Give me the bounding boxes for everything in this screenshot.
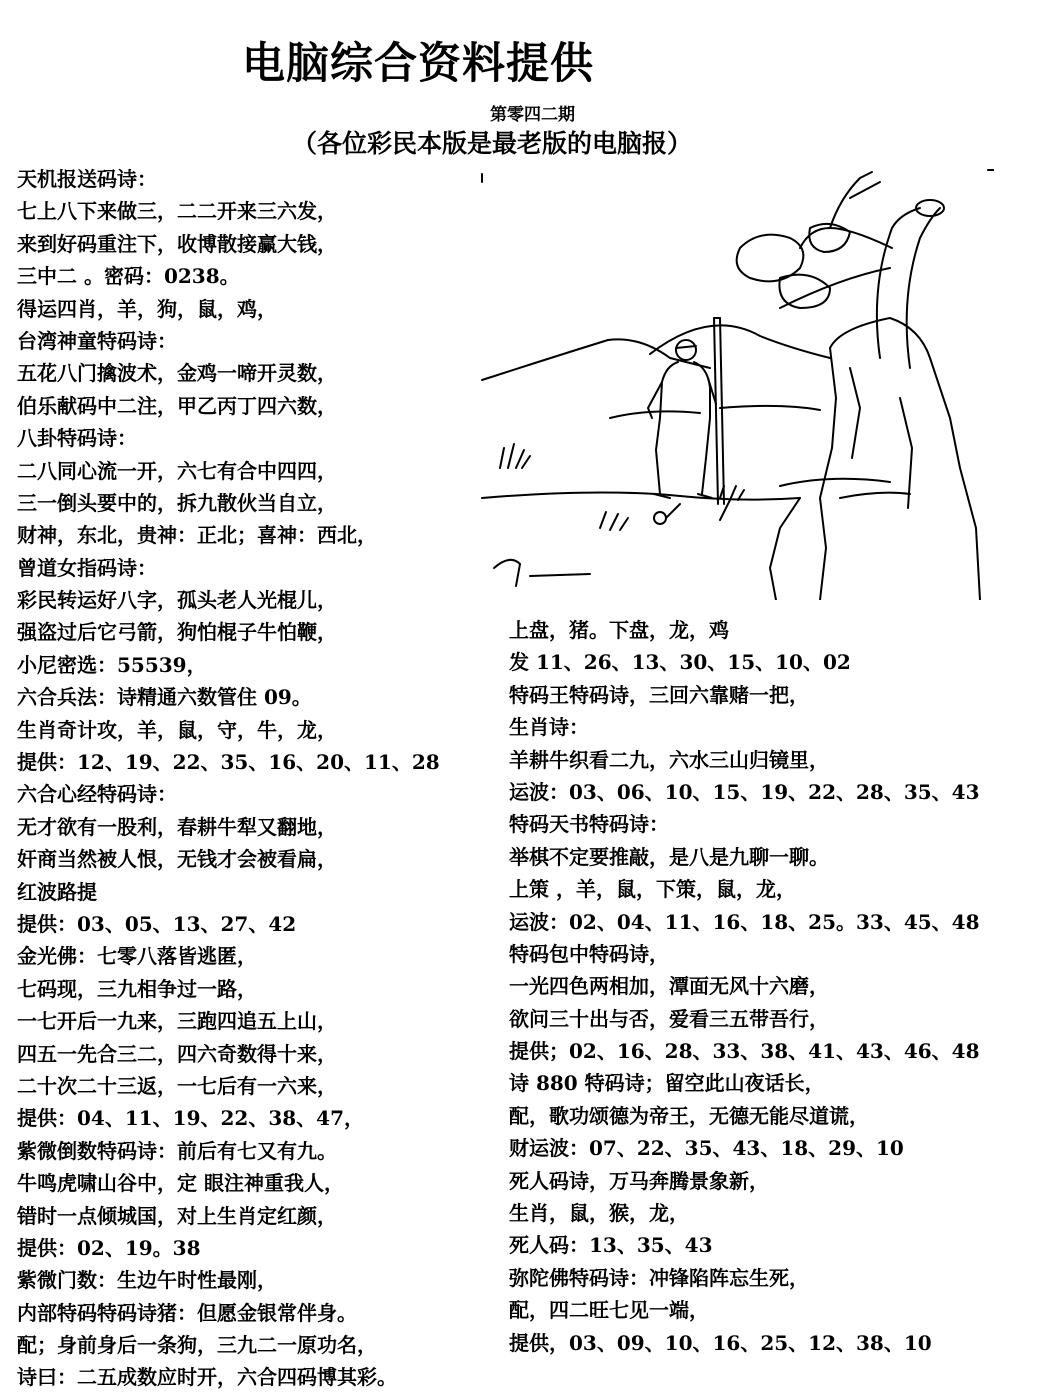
left-column-line: 四五一先合三二，四六奇数得十来， (17, 1041, 337, 1066)
left-column-line: 紫微倒数特码诗：前后有七又有九。 (17, 1138, 337, 1163)
left-column-line: 三中二 。密码：0238。 (17, 264, 240, 289)
left-column-line: 提供：04、11、19、22、38、47， (17, 1106, 364, 1131)
left-column-line: 七码现，三九相争过一路， (17, 976, 257, 1001)
left-column-line: 三一倒头要中的，拆九散伙当自立， (17, 490, 337, 515)
left-column-line: 红波路提 (17, 879, 97, 904)
right-column-line: 特码天书特码诗： (509, 812, 669, 837)
right-column-line: 提供；02、16、28、33、38、41、43、46、48 (509, 1039, 980, 1064)
left-column-line: 彩民转运好八字，孤头老人光棍儿， (17, 588, 337, 613)
right-column-line: 特码王特码诗，三回六靠赌一把， (509, 682, 809, 707)
left-column-line: 伯乐献码中二注，甲乙丙丁四六数， (17, 393, 337, 418)
right-column-line: 特码包中特码诗， (509, 941, 669, 966)
left-column-line: 二八同心流一开，六七有合中四四， (17, 458, 337, 483)
left-column-line: 二十次二十三返，一七后有一六来， (17, 1073, 337, 1098)
right-column-line: 诗 880 特码诗；留空此山夜话长， (509, 1071, 825, 1096)
left-column-line: 金光佛：七零八落皆逃匿， (17, 944, 257, 969)
right-column-line: 提供，03、09、10、16、25、12、38、10 (509, 1330, 932, 1355)
left-column-line: 六合兵法：诗精通六数管住 09。 (17, 685, 312, 710)
left-column-line: 六合心经特码诗： (17, 782, 177, 807)
right-column-line: 发 11、26、13、30、15、10、02 (509, 650, 851, 675)
left-column-line: 天机报送码诗： (17, 167, 157, 191)
left-column-line: 台湾神童特码诗： (17, 328, 177, 353)
left-column-line: 无才欲有一股利，春耕牛犁又翻地， (17, 814, 337, 839)
right-column-line: 一光四色两相加，潭面无风十六磨， (509, 974, 829, 999)
right-column-line: 羊耕牛织看二九，六水三山归镜里， (509, 747, 829, 772)
right-column-line: 生肖诗： (509, 715, 589, 740)
right-column-line: 运波：03、06、10、15、19、22、28、35、43 (509, 779, 980, 804)
left-column-line: 强盗过后它弓箭，狗怕棍子牛怕鞭， (17, 620, 337, 645)
right-column-line: 生肖，鼠，猴，龙， (509, 1201, 689, 1226)
right-column-line: 弥陀佛特码诗：冲锋陷阵忘生死， (509, 1265, 809, 1290)
left-column-line: 七上八下来做三，二二开来三六发， (17, 199, 337, 224)
right-column-line: 举棋不定要推敲，是八是九聊一聊。 (509, 844, 829, 869)
issue-number: 第零四二期 (490, 105, 575, 125)
left-column-line: 财神，东北，贵神：正北；喜神：西北， (17, 523, 377, 548)
left-column-line: 生肖奇计攻，羊，鼠，守，牛，龙， (17, 717, 337, 742)
left-column-line: 五花八门擒波术，金鸡一啼开灵数， (17, 361, 337, 386)
left-column-line: 一七开后一九来，三跑四追五上山， (17, 1009, 337, 1034)
left-column-line: 内部特码特码诗猪：但愿金银常伴身。 (17, 1300, 357, 1325)
left-column-line: 提供：03、05、13、27、42 (17, 911, 297, 936)
left-column-line: 提供：12、19、22、35、16、20、11、28 (17, 750, 440, 775)
man-on-cliff-with-pine-icon (480, 168, 994, 600)
right-column-line: 上盘，猪。下盘，龙，鸡 (509, 618, 729, 642)
left-column-line: 八卦特码诗： (17, 426, 137, 451)
right-column-line: 上策 ，羊，鼠，下策，鼠，龙， (509, 877, 796, 902)
right-column-line: 欲问三十出与否，爱看三五带吾行， (509, 1006, 829, 1031)
left-column-line: 奸商当然被人恨，无钱才会被看扁， (17, 847, 337, 872)
left-column-line: 来到好码重注下，收博散接赢大钱， (17, 231, 337, 256)
left-column-line: 小尼密选：55539， (17, 652, 207, 677)
right-column-line: 死人码诗，万马奔腾景象新， (509, 1168, 769, 1193)
left-column-line: 得运四肖，羊，狗，鼠，鸡， (17, 296, 277, 321)
right-column (509, 614, 1049, 1359)
right-column-line: 配，四二旺七见一端， (509, 1298, 709, 1323)
left-column-line: 提供：02、19。38 (17, 1235, 201, 1260)
left-column-line: 牛鸣虎啸山谷中，定 眼注神重我人， (17, 1171, 344, 1196)
left-column-line: 诗曰：二五成数应时开，六合四码博其彩。 (17, 1365, 397, 1390)
page-title: 电脑综合资料提供 (242, 39, 594, 89)
right-column-line: 配，歌功颂德为帝王，无德无能尽道谎， (509, 1103, 869, 1128)
right-column-line: 死人码：13、35、43 (509, 1233, 713, 1258)
right-column-line: 运波：02、04、11、16、18、25。33、45、48 (509, 909, 980, 934)
right-column-line: 财运波：07、22、35、43、18、29、10 (509, 1136, 904, 1161)
left-column (17, 163, 477, 1394)
page-subtitle: （各位彩民本版是最老版的电脑报） (292, 129, 693, 158)
left-column-line: 曾道女指码诗： (17, 555, 157, 580)
left-column-line: 错时一点倾城国，对上生肖定红颜， (17, 1203, 337, 1228)
left-column-line: 紫微门数：生边午时性最刚， (17, 1268, 277, 1293)
left-column-line: 配；身前身后一条狗，三九二一原功名， (17, 1333, 377, 1358)
